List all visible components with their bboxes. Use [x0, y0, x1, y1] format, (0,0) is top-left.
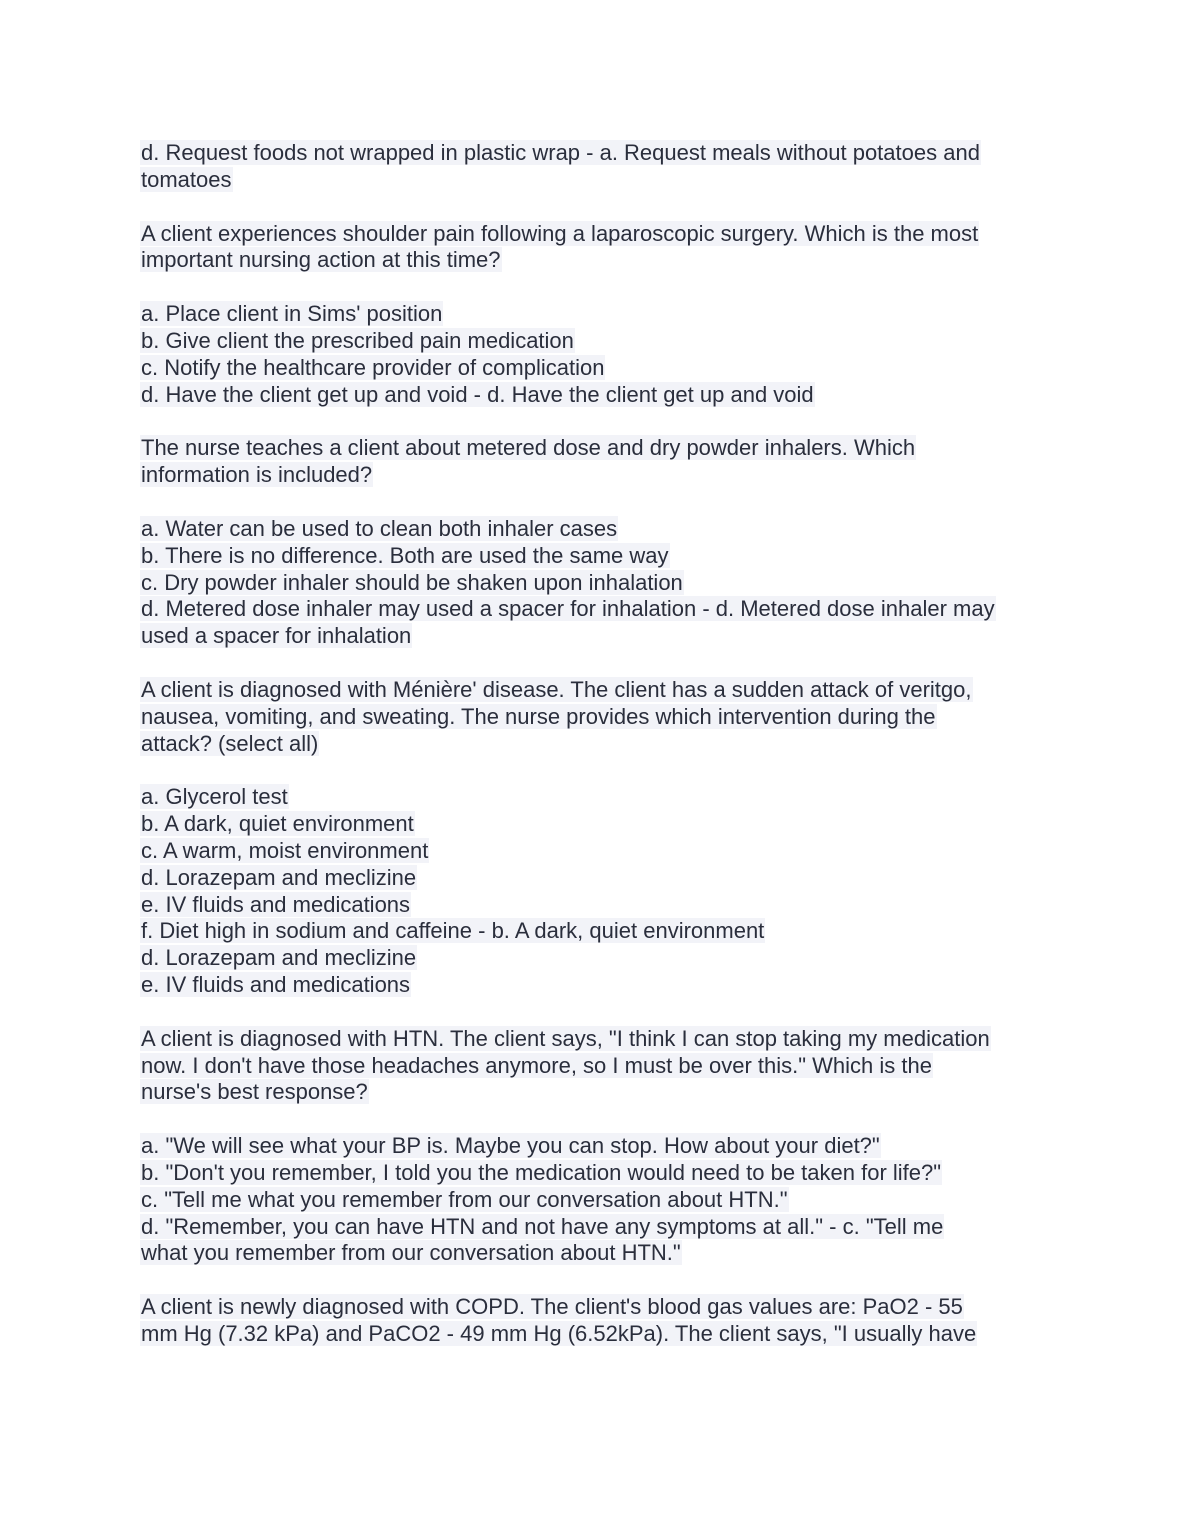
text-line: A client is diagnosed with HTN. The client says, "I think I can stop taking my medication — [141, 1025, 990, 1051]
option-line: d. "Remember, you can have HTN and not have any symptoms at all." - c. "Tell me — [141, 1213, 944, 1239]
text-line: nurse's best response? — [141, 1079, 368, 1105]
options-block-htn — [140, 1133, 1060, 1267]
option-line: b. Give client the prescribed pain medication — [141, 327, 574, 353]
option-line: c. A warm, moist environment — [141, 837, 429, 863]
option-line: f. Diet high in sodium and caffeine - b. A dark, quiet environment — [141, 918, 765, 944]
options-block-shoulder-pain — [140, 301, 1060, 408]
text-line: The nurse teaches a client about metered dose and dry powder inhalers. Which — [141, 435, 916, 461]
option-line: e. IV fluids and medications — [141, 971, 411, 997]
text-line: nausea, vomiting, and sweating. The nurse provides which intervention during the — [141, 703, 936, 729]
answer-block-previous — [140, 140, 1060, 194]
option-line: used a spacer for inhalation — [141, 623, 412, 649]
option-line: d. Metered dose inhaler may used a spacer for inhalation - d. Metered dose inhaler may — [141, 596, 995, 622]
question-block-copd — [140, 1294, 1060, 1348]
options-block-inhalers — [140, 516, 1060, 650]
text-line: important nursing action at this time? — [141, 247, 501, 273]
option-line: c. "Tell me what you remember from our conversation about HTN." — [141, 1186, 788, 1212]
option-line: what you remember from our conversation about HTN." — [141, 1240, 681, 1266]
question-block-menieres — [140, 677, 1060, 757]
question-block-htn — [140, 1026, 1060, 1106]
option-line: c. Dry powder inhaler should be shaken upon inhalation — [141, 569, 683, 595]
option-line: a. Place client in Sims' position — [141, 301, 443, 327]
text-line: now. I don't have those headaches anymore, so I must be over this." Which is the — [141, 1052, 932, 1078]
option-line: d. Lorazepam and meclizine — [141, 864, 417, 890]
text-line: mm Hg (7.32 kPa) and PaCO2 - 49 mm Hg (6.52kPa). The client says, "I usually have — [141, 1320, 977, 1346]
option-line: a. Water can be used to clean both inhaler cases — [141, 515, 618, 541]
option-line: d. Have the client get up and void - d. Have the client get up and void — [141, 381, 814, 407]
text-line: d. Request foods not wrapped in plastic wrap - a. Request meals without potatoes and — [141, 140, 980, 165]
document-page — [140, 140, 1060, 1375]
text-line: attack? (select all) — [141, 730, 319, 756]
option-line: c. Notify the healthcare provider of complication — [141, 354, 605, 380]
option-line: a. "We will see what your BP is. Maybe you can stop. How about your diet?" — [141, 1133, 880, 1159]
text-line: A client is diagnosed with Ménière' disease. The client has a sudden attack of veritgo, — [141, 676, 972, 702]
text-line: information is included? — [141, 462, 373, 488]
question-block-inhalers — [140, 435, 1060, 489]
option-line: b. There is no difference. Both are used the same way — [141, 542, 669, 568]
text-line: tomatoes — [141, 166, 232, 192]
option-line: b. "Don't you remember, I told you the medication would need to be taken for life?" — [141, 1159, 942, 1185]
text-line: A client is newly diagnosed with COPD. The client's blood gas values are: PaO2 - 55 — [141, 1294, 963, 1320]
options-block-menieres — [140, 784, 1060, 998]
option-line: e. IV fluids and medications — [141, 891, 411, 917]
question-block-shoulder-pain — [140, 221, 1060, 275]
option-line: d. Lorazepam and meclizine — [141, 945, 417, 971]
option-line: b. A dark, quiet environment — [141, 811, 414, 837]
option-line: a. Glycerol test — [141, 784, 288, 810]
text-line: A client experiences shoulder pain following a laparoscopic surgery. Which is the most — [141, 220, 979, 246]
